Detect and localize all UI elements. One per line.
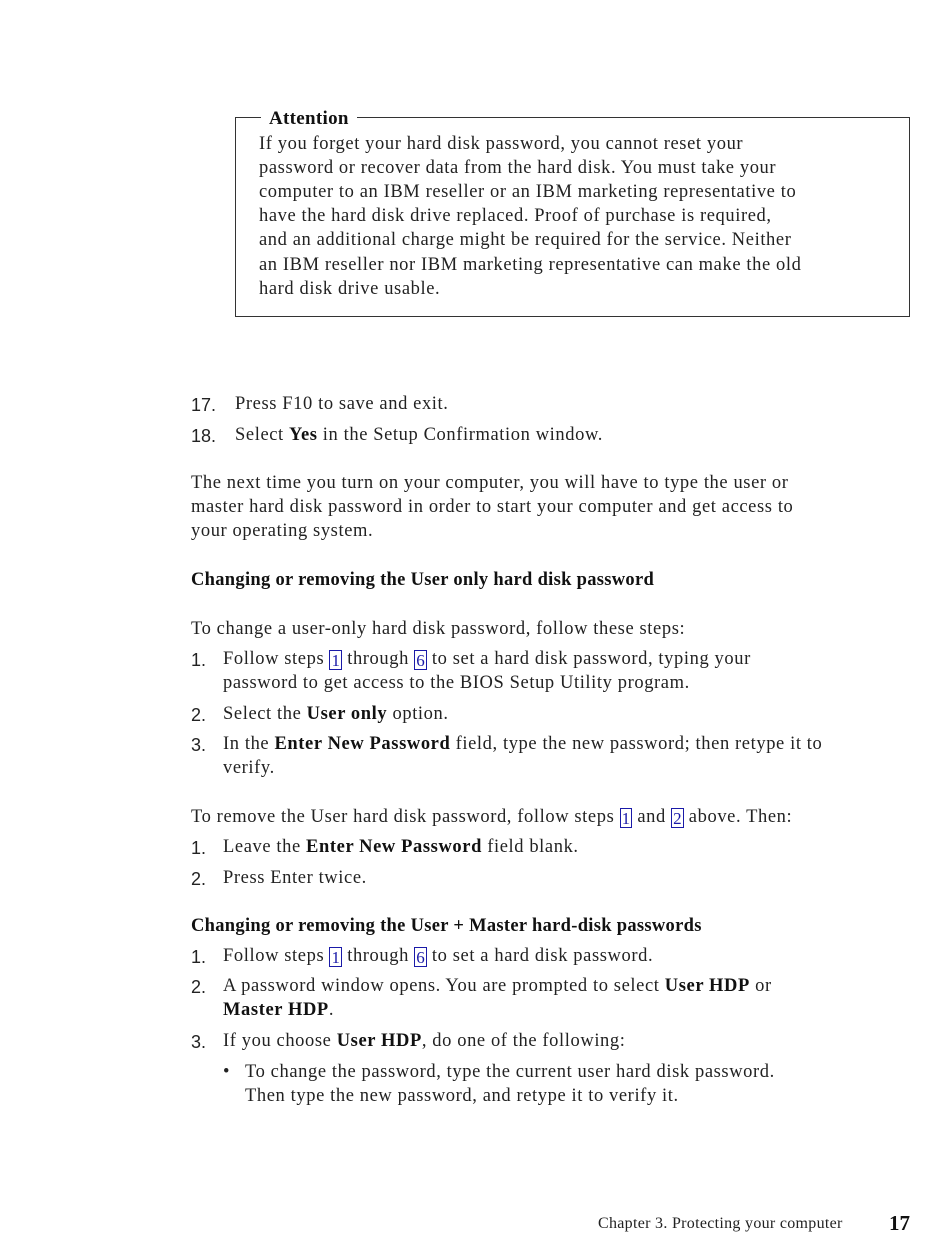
bold-term: Enter New Password [306, 837, 482, 857]
footer-chapter: Chapter 3. Protecting your computer [598, 1215, 843, 1232]
step-link[interactable]: 6 [416, 651, 425, 670]
bold-term: User HDP [664, 976, 750, 996]
step-link[interactable]: 1 [621, 809, 631, 828]
bold-term: Master HDP [223, 1000, 329, 1020]
step-text: password to get access to the BIOS Setup Utility program. [223, 673, 690, 693]
attention-line: have the hard disk drive replaced. Proof of purchase is required, [259, 206, 772, 226]
step-number: 1. [191, 838, 207, 858]
step-number: 2. [191, 705, 207, 725]
paragraph-line: The next time you turn on your computer, you will have to type the user or [191, 473, 789, 493]
attention-line: hard disk drive usable. [259, 279, 441, 299]
paragraph-line: master hard disk password in order to start your computer and get access to [191, 497, 794, 517]
bullet-icon: • [223, 1062, 231, 1082]
bold-term: Yes [289, 425, 318, 445]
step-text: Master HDP. [223, 1000, 335, 1020]
step-number: 17. [191, 395, 217, 415]
step-text: In the Enter New Password field, type the new password; then retype it to [223, 734, 823, 754]
attention-line: and an additional charge might be required for the service. Neither [259, 230, 792, 250]
step-text: Follow steps 1 through 6 to set a hard disk password, typing your [223, 649, 751, 670]
bold-term: User HDP [336, 1031, 422, 1051]
bold-term: User only [306, 704, 388, 724]
step-number: 2. [191, 869, 207, 889]
step-text: Select the User only option. [223, 704, 449, 724]
attention-line: an IBM reseller nor IBM marketing representative can make the old [259, 255, 802, 275]
section-heading: Changing or removing the User only hard disk password [191, 570, 655, 590]
attention-line: If you forget your hard disk password, you cannot reset your [259, 134, 744, 154]
step-link[interactable]: 6 [416, 948, 425, 967]
bold-term: Enter New Password [274, 734, 451, 754]
step-number: 3. [191, 735, 207, 755]
step-text: If you choose User HDP, do one of the following: [223, 1031, 626, 1051]
attention-line: computer to an IBM reseller or an IBM marketing representative to [259, 182, 797, 202]
remove-intro: To remove the User hard disk password, follow steps 1 and 2 above. Then: [191, 807, 793, 828]
step-number: 18. [191, 426, 217, 446]
step-text: Press Enter twice. [223, 868, 367, 888]
step-text: A password window opens. You are prompted to select User HDP or [223, 976, 772, 996]
page-number: 17 [889, 1211, 910, 1235]
step-text: Follow steps 1 through 6 to set a hard disk password. [223, 946, 654, 967]
attention-line: password or recover data from the hard disk. You must take your [259, 158, 777, 178]
step-link[interactable]: 2 [673, 809, 682, 828]
step-text: Select Yes in the Setup Confirmation window. [235, 425, 603, 445]
bullet-text: Then type the new password, and retype it to verify it. [245, 1086, 679, 1106]
step-number: 2. [191, 977, 207, 997]
step-number: 3. [191, 1032, 207, 1052]
step-text: verify. [223, 758, 275, 778]
step-link[interactable]: 1 [331, 948, 340, 967]
paragraph-line: your operating system. [191, 521, 374, 541]
step-link[interactable]: 1 [331, 651, 340, 670]
step-number: 1. [191, 947, 207, 967]
bullet-text: To change the password, type the current user hard disk password. [245, 1062, 775, 1082]
step-number: 1. [191, 650, 207, 670]
step-text: Press F10 to save and exit. [235, 394, 449, 414]
section-heading: Changing or removing the User + Master hard-disk passwords [191, 916, 702, 936]
intro-text: To change a user-only hard disk password, follow these steps: [191, 619, 686, 639]
step-text: Leave the Enter New Password field blank. [223, 837, 579, 857]
attention-title: Attention [261, 108, 357, 130]
